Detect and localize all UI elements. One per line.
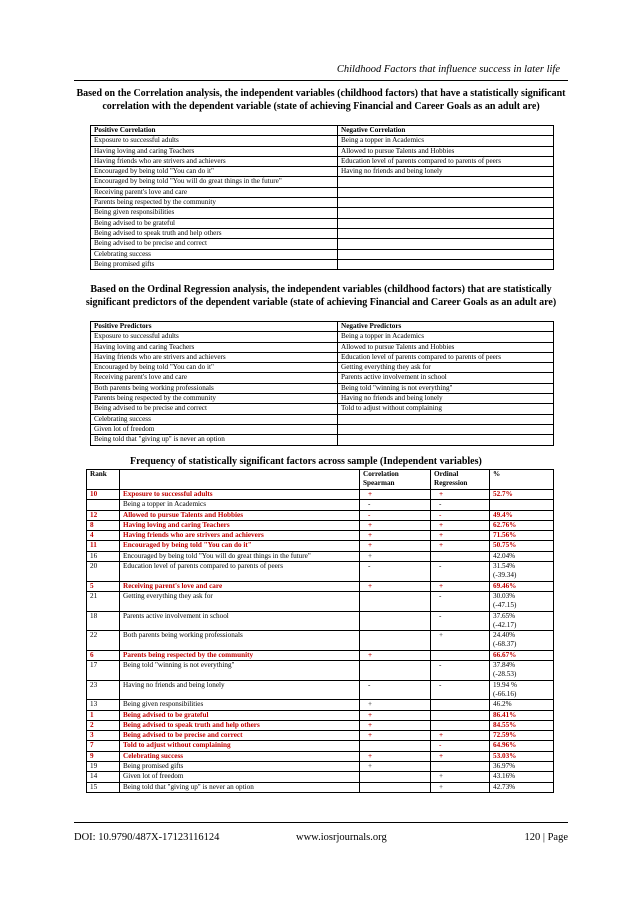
percent-value: 24.40% (493, 631, 516, 640)
regression-cell-right: Allowed to pursue Talents and Hobbies (338, 342, 554, 352)
regression-cell-right: Education level of parents compared to parents of peers (338, 352, 554, 362)
frequency-cell-ord: + (431, 772, 490, 782)
regression-row (91, 404, 554, 414)
frequency-cell-percent (490, 541, 554, 551)
frequency-cell-ord: + (431, 731, 490, 741)
frequency-row (87, 680, 554, 700)
regression-row (91, 363, 554, 373)
frequency-row (87, 531, 554, 541)
frequency-row (87, 520, 554, 530)
percent-value: 84.55% (493, 720, 517, 729)
regression-cell-right (338, 424, 554, 434)
percent-value: 37.65% (493, 611, 516, 620)
percent-value: 72.59% (493, 731, 517, 740)
frequency-cell-percent (490, 762, 554, 772)
frequency-cell-rank: 9 (87, 751, 120, 761)
frequency-cell-factor: Being told "winning is not everything" (120, 661, 360, 681)
frequency-cell-ord: - (431, 591, 490, 611)
correlation-cell-left: Being advised to be precise and correct (91, 239, 338, 249)
frequency-cell-factor: Given lot of freedom (120, 772, 360, 782)
frequency-row (87, 611, 554, 631)
frequency-cell-rank (87, 500, 120, 510)
correlation-row (91, 259, 554, 269)
frequency-cell-percent (490, 710, 554, 720)
correlation-row (91, 146, 554, 156)
percent-secondary: (-39.34) (493, 571, 517, 580)
regression-cell-right (338, 414, 554, 424)
frequency-cell-rank: 16 (87, 551, 120, 561)
correlation-cell-right (338, 218, 554, 228)
frequency-row (87, 591, 554, 611)
correlation-cell-left: Receiving parent's love and care (91, 187, 338, 197)
frequency-cell-factor: Both parents being working professionals (120, 631, 360, 651)
col-negative-correlation: Negative Correlation (338, 126, 554, 136)
frequency-row (87, 741, 554, 751)
percent-value: 71.56% (493, 531, 517, 540)
frequency-cell-rank: 12 (87, 510, 120, 520)
regression-cell-left: Exposure to successful adults (91, 332, 338, 342)
frequency-cell-percent (490, 661, 554, 681)
percent-value: 50.75% (493, 541, 517, 550)
correlation-cell-left: Being advised to speak truth and help others (91, 228, 338, 238)
regression-cell-right: Parents active involvement in school (338, 373, 554, 383)
correlation-cell-right: Education level of parents compared to parents of peers (338, 156, 554, 166)
frequency-cell-corr: + (360, 520, 431, 530)
frequency-cell-percent (490, 751, 554, 761)
frequency-cell-ord: + (431, 782, 490, 792)
regression-row (91, 394, 554, 404)
running-header: Childhood Factors that influence success in later life (336, 64, 560, 75)
frequency-cell-factor: Having loving and caring Teachers (120, 520, 360, 530)
frequency-cell-ord: + (431, 541, 490, 551)
percent-value: 31.54% (493, 562, 516, 571)
frequency-cell-corr: + (360, 581, 431, 591)
frequency-cell-corr: + (360, 762, 431, 772)
frequency-cell-corr (360, 631, 431, 651)
frequency-cell-ord: + (431, 520, 490, 530)
col-ordinal: Ordinal Regression (431, 470, 490, 490)
regression-row (91, 352, 554, 362)
frequency-cell-percent (490, 650, 554, 660)
section1-heading: Based on the Correlation analysis, the independent variables (childhood factors) that have a statistically significant correlation with the dependent variable (state of achieving Financial and Career Goals as an adult are) (76, 88, 566, 112)
correlation-cell-right (338, 208, 554, 218)
frequency-row (87, 731, 554, 741)
regression-cell-left: Both parents being working professionals (91, 383, 338, 393)
frequency-cell-factor: Parents active involvement in school (120, 611, 360, 631)
frequency-row (87, 751, 554, 761)
frequency-cell-ord: - (431, 680, 490, 700)
footer-rule (74, 822, 568, 823)
regression-cell-right: Being told "winning is not everything" (338, 383, 554, 393)
correlation-row (91, 198, 554, 208)
frequency-cell-factor: Having friends who are strivers and achievers (120, 531, 360, 541)
frequency-cell-factor: Parents being respected by the community (120, 650, 360, 660)
col-percent: % (490, 470, 554, 490)
footer-page: 120 | Page (524, 832, 568, 843)
percent-secondary: (-68.37) (493, 640, 517, 649)
regression-row (91, 342, 554, 352)
frequency-cell-ord: + (431, 751, 490, 761)
frequency-cell-ord: + (431, 531, 490, 541)
correlation-cell-right (338, 239, 554, 249)
percent-value: 42.04% (493, 551, 516, 560)
correlation-cell-left: Being given responsibilities (91, 208, 338, 218)
correlation-row (91, 239, 554, 249)
frequency-cell-ord (431, 710, 490, 720)
percent-value: 43.16% (493, 772, 516, 781)
frequency-row (87, 562, 554, 582)
frequency-cell-factor: Being promised gifts (120, 762, 360, 772)
frequency-cell-percent (490, 631, 554, 651)
frequency-cell-ord: - (431, 500, 490, 510)
frequency-cell-corr (360, 661, 431, 681)
frequency-cell-corr: - (360, 680, 431, 700)
frequency-cell-rank: 13 (87, 700, 120, 710)
percent-value: 66.67% (493, 650, 517, 659)
frequency-row (87, 500, 554, 510)
percent-value: 46.2% (493, 700, 512, 709)
frequency-cell-rank: 19 (87, 762, 120, 772)
frequency-cell-ord (431, 720, 490, 730)
frequency-cell-factor: Encouraged by being told "You can do it" (120, 541, 360, 551)
frequency-row (87, 720, 554, 730)
frequency-cell-rank: 8 (87, 520, 120, 530)
frequency-cell-rank: 10 (87, 490, 120, 500)
frequency-cell-rank: 2 (87, 720, 120, 730)
percent-secondary: (-47.15) (493, 601, 517, 610)
frequency-cell-corr: + (360, 700, 431, 710)
frequency-row (87, 631, 554, 651)
regression-cell-left: Given lot of freedom (91, 424, 338, 434)
regression-table (90, 321, 554, 446)
regression-cell-left: Having loving and caring Teachers (91, 342, 338, 352)
col-positive-predictors: Positive Predictors (91, 322, 338, 332)
regression-row (91, 414, 554, 424)
correlation-row (91, 136, 554, 146)
frequency-cell-rank: 20 (87, 562, 120, 582)
correlation-cell-right (338, 249, 554, 259)
regression-cell-right (338, 435, 554, 445)
correlation-cell-right (338, 228, 554, 238)
frequency-cell-corr: + (360, 710, 431, 720)
correlation-cell-left: Having friends who are strivers and achievers (91, 156, 338, 166)
frequency-table (86, 469, 554, 793)
frequency-cell-percent (490, 581, 554, 591)
percent-value: 86.41% (493, 710, 517, 719)
frequency-cell-corr: + (360, 541, 431, 551)
regression-cell-right: Getting everything they ask for (338, 363, 554, 373)
regression-row (91, 424, 554, 434)
correlation-cell-left: Encouraged by being told "You will do great things in the future" (91, 177, 338, 187)
col-correlation: Correlation Spearman (360, 470, 431, 490)
percent-value: 64.96% (493, 741, 517, 750)
frequency-cell-rank: 11 (87, 541, 120, 551)
regression-cell-left: Encouraged by being told "You can do it" (91, 363, 338, 373)
frequency-cell-corr: - (360, 500, 431, 510)
frequency-cell-corr (360, 611, 431, 631)
correlation-row (91, 249, 554, 259)
correlation-cell-right: Being a topper in Academics (338, 136, 554, 146)
frequency-row (87, 551, 554, 561)
frequency-cell-percent (490, 741, 554, 751)
correlation-cell-right (338, 177, 554, 187)
frequency-cell-rank: 15 (87, 782, 120, 792)
frequency-cell-ord: - (431, 661, 490, 681)
regression-cell-left: Parents being respected by the community (91, 394, 338, 404)
frequency-cell-percent (490, 731, 554, 741)
frequency-row (87, 541, 554, 551)
frequency-cell-ord (431, 650, 490, 660)
percent-value: 19.94 % (493, 680, 517, 689)
percent-value: 69.46% (493, 581, 517, 590)
percent-value: 37.84% (493, 661, 516, 670)
correlation-row (91, 228, 554, 238)
frequency-cell-percent (490, 782, 554, 792)
percent-secondary: (-42.17) (493, 620, 517, 629)
frequency-cell-percent (490, 500, 554, 510)
correlation-cell-left: Exposure to successful adults (91, 136, 338, 146)
frequency-cell-rank: 7 (87, 741, 120, 751)
frequency-cell-factor: Being given responsibilities (120, 700, 360, 710)
frequency-cell-percent (490, 611, 554, 631)
frequency-cell-corr: + (360, 551, 431, 561)
frequency-cell-percent (490, 562, 554, 582)
correlation-cell-left: Encouraged by being told "You can do it" (91, 167, 338, 177)
frequency-cell-rank: 22 (87, 631, 120, 651)
frequency-row (87, 650, 554, 660)
frequency-cell-corr (360, 772, 431, 782)
frequency-cell-rank: 1 (87, 710, 120, 720)
frequency-row (87, 490, 554, 500)
frequency-cell-percent (490, 490, 554, 500)
frequency-cell-factor: Told to adjust without complaining (120, 741, 360, 751)
frequency-cell-ord: - (431, 611, 490, 631)
frequency-cell-ord: - (431, 741, 490, 751)
frequency-cell-factor: Exposure to successful adults (120, 490, 360, 500)
frequency-cell-rank: 23 (87, 680, 120, 700)
col-factor (120, 470, 360, 490)
correlation-cell-right: Allowed to pursue Talents and Hobbies (338, 146, 554, 156)
frequency-row (87, 510, 554, 520)
frequency-cell-factor: Being told that "giving up" is never an option (120, 782, 360, 792)
frequency-cell-corr: + (360, 490, 431, 500)
correlation-cell-left: Celebrating success (91, 249, 338, 259)
frequency-cell-corr (360, 782, 431, 792)
correlation-cell-left: Parents being respected by the community (91, 198, 338, 208)
correlation-cell-right (338, 198, 554, 208)
regression-cell-left: Receiving parent's love and care (91, 373, 338, 383)
frequency-cell-ord: + (431, 581, 490, 591)
correlation-row (91, 187, 554, 197)
percent-value: 53.03% (493, 751, 517, 760)
frequency-cell-percent (490, 510, 554, 520)
frequency-cell-factor: Being a topper in Academics (120, 500, 360, 510)
percent-value: 36.97% (493, 762, 516, 771)
frequency-cell-corr: + (360, 751, 431, 761)
frequency-cell-factor: Education level of parents compared to parents of peers (120, 562, 360, 582)
frequency-cell-rank: 3 (87, 731, 120, 741)
frequency-cell-percent (490, 551, 554, 561)
header-rule (74, 80, 568, 81)
percent-value: 62.76% (493, 520, 517, 529)
percent-value: 30.03% (493, 591, 516, 600)
footer-site: www.iosrjournals.org (296, 832, 387, 843)
frequency-cell-rank: 4 (87, 531, 120, 541)
frequency-cell-ord: + (431, 490, 490, 500)
regression-cell-left: Having friends who are strivers and achievers (91, 352, 338, 362)
section3-heading: Frequency of statistically significant factors across sample (Independent variables) (130, 456, 482, 467)
frequency-cell-factor: Getting everything they ask for (120, 591, 360, 611)
regression-cell-right: Told to adjust without complaining (338, 404, 554, 414)
correlation-table (90, 125, 554, 270)
correlation-cell-left: Being promised gifts (91, 259, 338, 269)
correlation-row (91, 156, 554, 166)
correlation-cell-right (338, 259, 554, 269)
frequency-cell-factor: Having no friends and being lonely (120, 680, 360, 700)
regression-row (91, 435, 554, 445)
frequency-cell-factor: Encouraged by being told "You will do great things in the future" (120, 551, 360, 561)
frequency-cell-factor: Being advised to speak truth and help others (120, 720, 360, 730)
frequency-cell-corr: - (360, 510, 431, 520)
frequency-cell-ord (431, 762, 490, 772)
correlation-row (91, 218, 554, 228)
col-negative-predictors: Negative Predictors (338, 322, 554, 332)
correlation-cell-right: Having no friends and being lonely (338, 167, 554, 177)
frequency-cell-rank: 5 (87, 581, 120, 591)
percent-secondary: (-28.53) (493, 670, 517, 679)
frequency-row (87, 581, 554, 591)
frequency-cell-rank: 17 (87, 661, 120, 681)
section2-heading: Based on the Ordinal Regression analysis, the independent variables (childhood factors) that are statistically significant predictors of the dependent variable (state of achieving Financial and Career Goals as an adult are) (85, 284, 557, 308)
correlation-row (91, 208, 554, 218)
regression-cell-left: Being told that "giving up" is never an option (91, 435, 338, 445)
frequency-row (87, 762, 554, 772)
frequency-row (87, 700, 554, 710)
percent-secondary: (-66.16) (493, 689, 517, 698)
correlation-row (91, 177, 554, 187)
frequency-cell-percent (490, 680, 554, 700)
regression-row (91, 373, 554, 383)
frequency-cell-percent (490, 520, 554, 530)
col-rank: Rank (87, 470, 120, 490)
frequency-cell-rank: 14 (87, 772, 120, 782)
frequency-cell-corr (360, 591, 431, 611)
regression-row (91, 332, 554, 342)
frequency-row (87, 782, 554, 792)
frequency-cell-factor: Receiving parent's love and care (120, 581, 360, 591)
regression-cell-left: Celebrating success (91, 414, 338, 424)
frequency-cell-rank: 18 (87, 611, 120, 631)
correlation-cell-right (338, 187, 554, 197)
frequency-cell-rank: 21 (87, 591, 120, 611)
frequency-cell-corr: - (360, 562, 431, 582)
regression-cell-right: Having no friends and being lonely (338, 394, 554, 404)
frequency-cell-percent (490, 591, 554, 611)
percent-value: 42.73% (493, 782, 516, 791)
frequency-row (87, 772, 554, 782)
frequency-cell-factor: Being advised to be grateful (120, 710, 360, 720)
frequency-cell-corr: + (360, 720, 431, 730)
percent-value: 52.7% (493, 490, 513, 498)
col-positive-correlation: Positive Correlation (91, 126, 338, 136)
footer-doi: DOI: 10.9790/487X-17123116124 (74, 832, 220, 843)
frequency-cell-ord (431, 551, 490, 561)
frequency-cell-ord: - (431, 510, 490, 520)
frequency-row (87, 661, 554, 681)
correlation-cell-left: Having loving and caring Teachers (91, 146, 338, 156)
frequency-cell-ord: + (431, 631, 490, 651)
frequency-cell-rank: 6 (87, 650, 120, 660)
frequency-cell-factor: Celebrating success (120, 751, 360, 761)
correlation-row (91, 167, 554, 177)
frequency-cell-ord: - (431, 562, 490, 582)
frequency-cell-factor: Allowed to pursue Talents and Hobbies (120, 510, 360, 520)
regression-row (91, 383, 554, 393)
regression-cell-right: Being a topper in Academics (338, 332, 554, 342)
frequency-cell-percent (490, 531, 554, 541)
correlation-cell-left: Being advised to be grateful (91, 218, 338, 228)
percent-value: 49.4% (493, 510, 513, 519)
frequency-cell-corr (360, 741, 431, 751)
frequency-cell-factor: Being advised to be precise and correct (120, 731, 360, 741)
frequency-cell-percent (490, 772, 554, 782)
frequency-row (87, 710, 554, 720)
frequency-cell-corr: + (360, 731, 431, 741)
frequency-cell-percent (490, 720, 554, 730)
frequency-cell-corr: + (360, 531, 431, 541)
regression-cell-left: Being advised to be precise and correct (91, 404, 338, 414)
frequency-cell-ord (431, 700, 490, 710)
frequency-cell-corr: + (360, 650, 431, 660)
frequency-cell-percent (490, 700, 554, 710)
